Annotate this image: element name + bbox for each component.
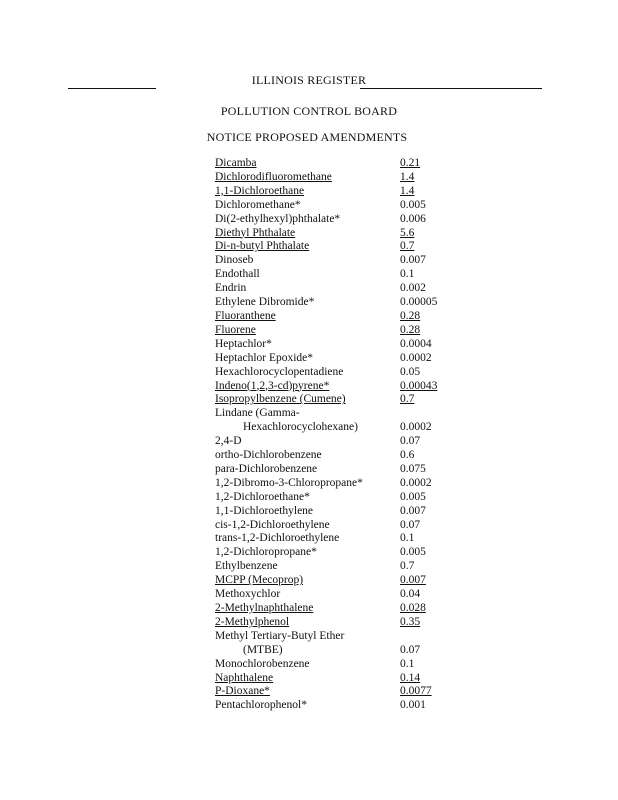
mcl-value (400, 574, 460, 588)
chemical-name-text: Pentachlorophenol* (215, 699, 307, 712)
mcl-value-text: 0.7 (400, 240, 415, 253)
table-row (215, 463, 460, 477)
chemical-name (215, 519, 400, 533)
mcl-value-text: 0.7 (400, 393, 415, 406)
table-row (215, 644, 460, 658)
mcl-value (400, 199, 460, 213)
mcl-value (400, 338, 460, 352)
chemical-name (215, 254, 400, 268)
chemical-name (215, 630, 400, 644)
table-row (215, 435, 460, 449)
mcl-value-text: 0.28 (400, 309, 421, 322)
chemical-name-text: Fluoranthene (215, 309, 276, 322)
mcl-value (400, 213, 460, 227)
table-row (215, 282, 460, 296)
table-row (215, 672, 460, 686)
mcl-value-text: 0.001 (400, 699, 426, 712)
mcl-value-text: 0.07 (400, 435, 421, 448)
mcl-value (400, 630, 460, 644)
chemical-name (215, 324, 400, 338)
mcl-value (400, 171, 460, 185)
mcl-value (400, 685, 460, 699)
chemical-name-text: Di-n-butyl Phthalate (215, 240, 310, 253)
mcl-value (400, 505, 460, 519)
mcl-value-text: 0.00043 (400, 379, 438, 392)
mcl-value-text: 0.00005 (400, 296, 438, 309)
chemical-name-text: Heptachlor* (215, 337, 272, 350)
table-row (215, 477, 460, 491)
chemical-name-text: Naphthalene (215, 671, 274, 684)
mcl-value (400, 310, 460, 324)
chemical-name (215, 296, 400, 310)
mcl-value-text: 0.002 (400, 282, 426, 295)
mcl-value-text: 0.05 (400, 365, 421, 378)
chemical-name-text: Fluorene (215, 323, 256, 336)
table-row (215, 685, 460, 699)
table-row (215, 366, 460, 380)
mcl-value-text: 0.04 (400, 588, 421, 601)
table-row (215, 393, 460, 407)
chemical-name-text: Dichloromethane* (215, 198, 301, 211)
chemical-name (215, 268, 400, 282)
mcl-value (400, 519, 460, 533)
mcl-value (400, 407, 460, 421)
register-title: ILLINOIS REGISTER (251, 73, 367, 87)
table-row (215, 324, 460, 338)
table-row (215, 157, 460, 171)
mcl-value (400, 491, 460, 505)
table-row (215, 602, 460, 616)
mcl-value-text: 1.4 (400, 170, 415, 183)
chemical-name-text: para-Dichlorobenzene (215, 462, 318, 475)
chemical-name (215, 185, 400, 199)
chemical-name (215, 421, 400, 435)
table-row (215, 199, 460, 213)
mcl-value (400, 185, 460, 199)
table-row (215, 658, 460, 672)
mcl-value-text: 5.6 (400, 226, 415, 239)
mcl-value (400, 227, 460, 241)
mcl-value (400, 268, 460, 282)
chemical-name (215, 491, 400, 505)
chemical-name-text: Methoxychlor (215, 588, 281, 601)
table-row (215, 185, 460, 199)
mcl-value-text: 0.028 (400, 602, 426, 614)
mcl-value-text: 0.0002 (400, 351, 432, 364)
mcl-value-text: 0.07 (400, 518, 421, 531)
mcl-value-text: 0.0004 (400, 337, 432, 350)
chemical-name-text: Diethyl Phthalate (215, 226, 296, 239)
mcl-value (400, 421, 460, 435)
chemical-name-text: Dinoseb (215, 254, 254, 267)
table-row (215, 449, 460, 463)
mcl-value (400, 463, 460, 477)
table-row (215, 240, 460, 254)
mcl-value (400, 393, 460, 407)
chemical-name-text: Dicamba (215, 157, 257, 169)
chemical-name (215, 157, 400, 171)
chemical-name-text: 1,1-Dichloroethylene (215, 504, 314, 517)
mcl-value-text: 0.1 (400, 532, 415, 545)
chemical-name-text: MCPP (Mecoprop) (215, 574, 304, 587)
chemical-name-text: Ethylbenzene (215, 560, 278, 573)
mcl-value (400, 602, 460, 616)
chemical-name (215, 699, 400, 713)
mcl-value-text: 0.7 (400, 560, 415, 573)
chemical-name (215, 532, 400, 546)
chemical-name-text: trans-1,2-Dichloroethylene (215, 532, 340, 545)
chemical-name (215, 171, 400, 185)
contaminant-table (215, 157, 460, 713)
mcl-value-text: 0.005 (400, 198, 426, 211)
table-row (215, 227, 460, 241)
chemical-name-text: 1,2-Dichloroethane* (215, 490, 310, 503)
mcl-value (400, 352, 460, 366)
chemical-name (215, 560, 400, 574)
chemical-name-text: 1,2-Dichloropropane* (215, 546, 317, 559)
mcl-value-text: 0.1 (400, 657, 415, 670)
mcl-value-text: 0.005 (400, 490, 426, 503)
mcl-value-text: 0.14 (400, 671, 421, 684)
mcl-value (400, 672, 460, 686)
chemical-name (215, 463, 400, 477)
chemical-name-text: Ethylene Dibromide* (215, 296, 315, 309)
mcl-value (400, 644, 460, 658)
chemical-name-text: Hexachlorocyclopentadiene (215, 365, 344, 378)
mcl-value-text: 0.007 (400, 254, 426, 267)
chemical-name-text: P-Dioxane* (215, 685, 270, 698)
table-row (215, 505, 460, 519)
mcl-value (400, 324, 460, 338)
chemical-name-text: Methyl Tertiary-Butyl Ether (215, 629, 345, 642)
chemical-name (215, 199, 400, 213)
table-row (215, 380, 460, 394)
chemical-name (215, 227, 400, 241)
chemical-name-text: cis-1,2-Dichloroethylene (215, 518, 330, 531)
chemical-name-text: 2,4-D (215, 435, 242, 448)
mcl-value (400, 658, 460, 672)
mcl-value-text: 0.006 (400, 212, 426, 225)
chemical-name-text: Hexachlorocyclohexane) (243, 421, 358, 434)
chemical-name (215, 574, 400, 588)
header-rule-right (360, 88, 542, 89)
chemical-name (215, 588, 400, 602)
mcl-value-text: 0.007 (400, 504, 426, 517)
mcl-value (400, 380, 460, 394)
mcl-value-text: 0.35 (400, 615, 421, 628)
mcl-value (400, 240, 460, 254)
notice-title: NOTICE PROPOSED AMENDMENTS (206, 130, 408, 144)
table-row (215, 296, 460, 310)
mcl-value (400, 157, 460, 171)
chemical-name (215, 338, 400, 352)
chemical-name-text: 2-Methylphenol (215, 615, 290, 628)
mcl-value-text: 0.21 (400, 157, 421, 169)
table-row (215, 532, 460, 546)
table-row (215, 699, 460, 713)
chemical-name (215, 393, 400, 407)
mcl-value-text: 0.07 (400, 643, 421, 656)
mcl-value-text: 1.4 (400, 184, 415, 197)
chemical-name (215, 477, 400, 491)
mcl-value-text: 0.075 (400, 462, 426, 475)
chemical-name-text: 2-Methylnaphthalene (215, 602, 314, 614)
mcl-value (400, 296, 460, 310)
mcl-value-text: 0.007 (400, 574, 426, 587)
chemical-name (215, 213, 400, 227)
table-row (215, 268, 460, 282)
chemical-name-text: ortho-Dichlorobenzene (215, 449, 322, 462)
header-rule-left (68, 88, 156, 89)
chemical-name-text: Dichlorodifluoromethane (215, 170, 332, 183)
chemical-name (215, 407, 400, 421)
mcl-value-text: 0.1 (400, 268, 415, 281)
chemical-name-text: (MTBE) (243, 643, 283, 656)
chemical-name (215, 546, 400, 560)
mcl-value (400, 435, 460, 449)
mcl-value (400, 477, 460, 491)
table-row (215, 352, 460, 366)
mcl-value (400, 616, 460, 630)
mcl-value (400, 699, 460, 713)
chemical-name (215, 435, 400, 449)
chemical-name (215, 616, 400, 630)
chemical-name (215, 672, 400, 686)
table-row (215, 171, 460, 185)
chemical-name (215, 685, 400, 699)
table-row (215, 213, 460, 227)
mcl-value (400, 588, 460, 602)
chemical-name-text: Monochlorobenzene (215, 657, 310, 670)
mcl-value (400, 254, 460, 268)
chemical-name (215, 449, 400, 463)
table-row (215, 491, 460, 505)
table-row (215, 616, 460, 630)
mcl-value (400, 532, 460, 546)
mcl-value (400, 546, 460, 560)
table-row (215, 407, 460, 421)
chemical-name-text: Indeno(1,2,3-cd)pyrene* (215, 379, 330, 392)
chemical-name (215, 240, 400, 254)
chemical-name (215, 380, 400, 394)
chemical-name-text: Isopropylbenzene (Cumene) (215, 393, 346, 406)
chemical-name (215, 644, 400, 658)
table-row (215, 588, 460, 602)
chemical-name-text: Di(2-ethylhexyl)phthalate* (215, 212, 341, 225)
chemical-name (215, 602, 400, 616)
mcl-value-text: 0.6 (400, 449, 415, 462)
table-row (215, 560, 460, 574)
chemical-name-text: Heptachlor Epoxide* (215, 351, 314, 364)
mcl-value-text: 0.28 (400, 323, 421, 336)
chemical-name-text: 1,2-Dibromo-3-Chloropropane* (215, 476, 363, 489)
table-row (215, 254, 460, 268)
table-row (215, 421, 460, 435)
mcl-value-text: 0.005 (400, 546, 426, 559)
chemical-name (215, 505, 400, 519)
chemical-name (215, 658, 400, 672)
chemical-name (215, 310, 400, 324)
chemical-name-text: 1,1-Dichloroethane (215, 184, 305, 197)
mcl-value-text: 0.0002 (400, 421, 432, 434)
chemical-name-text: Endothall (215, 268, 260, 281)
board-title: POLLUTION CONTROL BOARD (220, 104, 398, 118)
table-row (215, 546, 460, 560)
chemical-name (215, 352, 400, 366)
table-row (215, 338, 460, 352)
mcl-value (400, 366, 460, 380)
chemical-name (215, 366, 400, 380)
chemical-name-text: Endrin (215, 282, 247, 295)
mcl-value (400, 449, 460, 463)
table-row (215, 310, 460, 324)
mcl-value-text: 0.0002 (400, 476, 432, 489)
chemical-name-text: Lindane (Gamma- (215, 407, 300, 420)
table-row (215, 574, 460, 588)
table-row (215, 519, 460, 533)
chemical-name (215, 282, 400, 296)
mcl-value-text: 0.0077 (400, 685, 432, 698)
table-row (215, 630, 460, 644)
mcl-value (400, 560, 460, 574)
mcl-value (400, 282, 460, 296)
